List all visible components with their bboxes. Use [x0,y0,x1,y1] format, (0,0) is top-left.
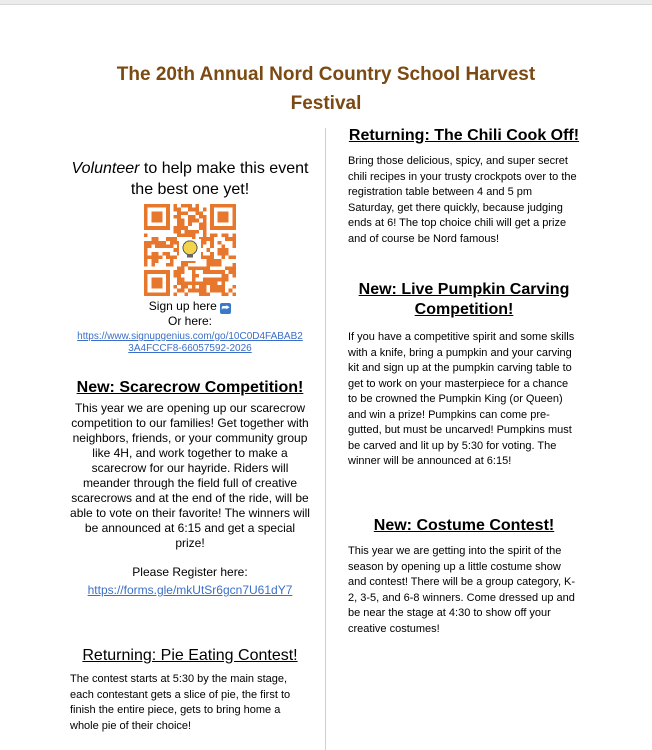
pie-body: The contest starts at 5:30 by the main stage, each contestant gets a slice of pie, the first to finish the entire piece, gets to bring home a whole pie of their choice! [70,673,291,732]
chili-section [348,126,580,247]
register-label: Please Register here: [132,565,248,579]
scarecrow-body: This year we are opening up our scarecrow competition to our families! Get together with neighbors, friends, or your community group like 4H, and work together to make a scarecrow for our hayride. Riders will meander through the field full of creative scarecrows and at the end of the ride, will be able to vote on their favorite! The winners will be announced at 6:15 and get a special prize! [70,401,310,550]
qr-code-image[interactable] [144,204,236,296]
pumpkin-heading: New: Live Pumpkin Carving Competition! [358,281,570,318]
pumpkin-body: If you have a competitive spirit and some skills with a knife, bring a pumpkin and your carving kit and sign up at the pumpkin carving table to get to work on your masterpiece for a chance to be crowned the Pumpkin King (or Queen) and win a prize! Pumpkins can come pre-gutted, but must be uncarved! Pumpkins must be carved and lit up by 5:30 for voting. The winner will be announced at 6:15! [348,331,575,467]
register-link[interactable]: https://forms.gle/mkUtSr6gcn7U61dY7 [87,583,293,597]
page-title: The 20th Annual Nord Country School Harvest Festival [116,64,536,114]
scarecrow-heading: New: Scarecrow Competition! [76,379,304,396]
arrow-icon[interactable]: ⮫ [221,303,230,313]
signup-label: Sign up here [148,299,217,313]
volunteer-tagline: to help make this event the best one yet! [130,160,309,198]
pie-heading: Returning: Pie Eating Contest! [82,647,298,664]
costume-body: This year we are getting into the spirit of the season by opening up a little costume show and contest! There will be a group category, K-2, 3-5, and 6-8 winners. Come dressed up and be near the stage at 4:30 to show off your creative costumes! [348,545,576,635]
signup-link[interactable]: https://www.signupgenius.com/go/10C0D4FABAB23A4FCCF8-66057592-2026 [77,331,303,354]
pumpkin-section [348,280,580,470]
volunteer-text [70,158,310,200]
volunteer-emphasis: Volunteer [71,160,140,177]
volunteer-section [70,158,310,355]
pie-section [70,646,310,734]
costume-section [348,516,580,637]
chili-heading: Returning: The Chili Cook Off! [348,127,580,144]
costume-heading: New: Costume Contest! [373,517,555,534]
top-bar [0,0,652,5]
column-divider [325,128,326,750]
scarecrow-section [70,378,310,598]
signup-line [70,299,310,314]
chili-body: Bring those delicious, spicy, and super secret chili recipes in your trusty crockpots over to the registration table between 4 and 5 pm Saturday, get there quickly, because judging ends at 6! The top choice chili will get a prize and of course be Nord famous! [348,155,577,245]
or-here-label: Or here: [167,314,212,328]
